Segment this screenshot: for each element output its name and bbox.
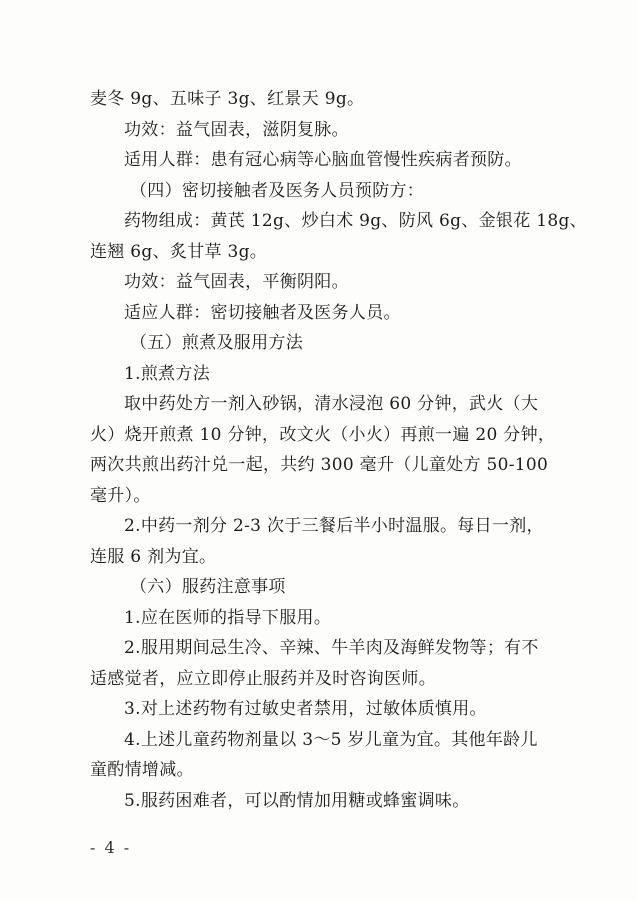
text-line: 功效：益气固表，滋阴复脉。 xyxy=(124,119,349,140)
text-line: 功效：益气固表，平衡阴阳。 xyxy=(124,272,349,292)
text-line: 2.中药一剂分 2-3 次于三餐后半小时温服。每日一剂， xyxy=(124,516,544,536)
text-line: 两次共煎出药汁兑一起，共约 300 毫升（儿童处方 50-100 xyxy=(90,455,549,475)
text-line: 适感觉者，应立即停止服药并及时咨询医师。 xyxy=(90,668,436,689)
subsection-heading: 1.煎煮方法 xyxy=(124,363,211,384)
text-line: 适应人群：密切接触者及医务人员。 xyxy=(124,302,401,323)
text-line: 5.服药困难者，可以酌情加用糖或蜂蜜调味。 xyxy=(124,790,470,811)
text-line: 毫升）。 xyxy=(90,485,151,506)
section-heading: （四）密切接触者及医务人员预防方： xyxy=(130,180,425,201)
text-line: 连服 6 剂为宜。 xyxy=(90,546,217,567)
document-body xyxy=(90,84,587,816)
page-number: - 4 - xyxy=(90,838,132,857)
text-line: 麦冬 9g、五味子 3g、红景天 9g。 xyxy=(90,89,365,109)
section-heading: （五）煎煮及服用方法 xyxy=(130,333,303,353)
text-line: 4.上述儿童药物剂量以 3～5 岁儿童为宜。其他年龄儿 xyxy=(124,729,538,750)
section-heading: （六）服药注意事项 xyxy=(130,577,286,597)
text-line: 适用人群：患有冠心病等心脑血管慢性疾病者预防。 xyxy=(124,150,522,170)
text-line: 1.应在医师的指导下服用。 xyxy=(124,607,332,628)
text-line: 3.对上述药物有过敏史者禁用，过敏体质慎用。 xyxy=(124,699,487,719)
text-line: 取中药处方一剂入砂锅，清水浸泡 60 分钟，武火（大 xyxy=(124,394,539,414)
text-line: 童酌情增减。 xyxy=(90,760,194,780)
text-line: 药物组成：黄芪 12g、炒白术 9g、防风 6g、金银花 18g、 xyxy=(124,211,587,231)
text-line: 2.服用期间忌生冷、辛辣、牛羊肉及海鲜发物等；有不 xyxy=(124,638,539,658)
text-line: 火）烧开煎煮 10 分钟，改文火（小火）再煎一遍 20 分钟， xyxy=(90,424,556,445)
text-line: 连翘 6g、炙甘草 3g。 xyxy=(90,241,268,262)
